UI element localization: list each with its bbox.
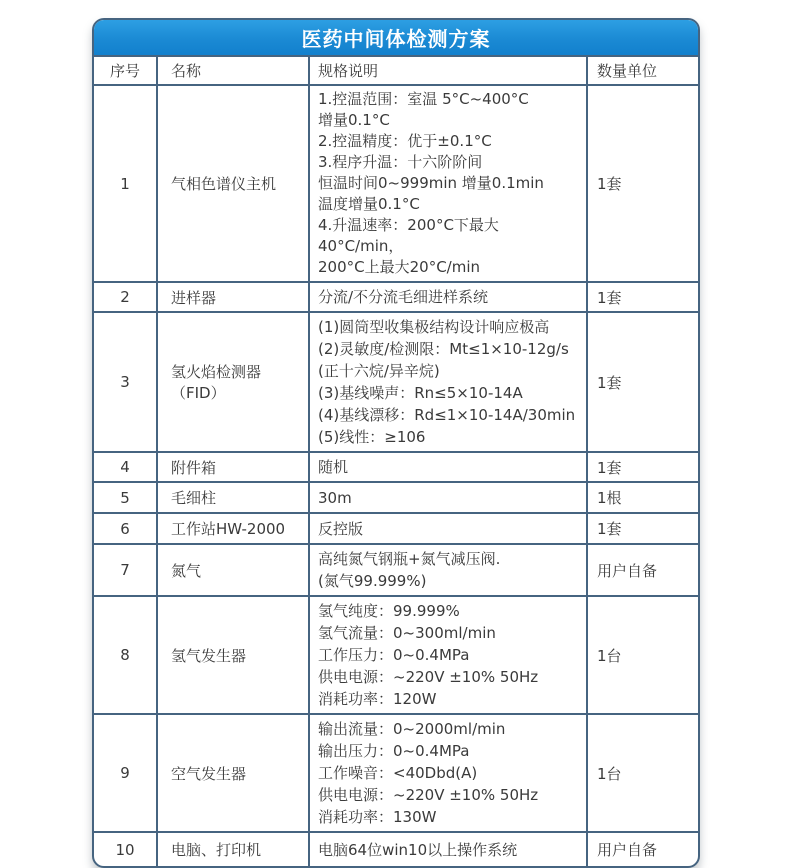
item-spec [310, 715, 588, 833]
spec-line: 分流/不分流毛细进样系统 [318, 288, 489, 306]
table-row [94, 86, 698, 283]
header-qty: 数量单位 [588, 57, 698, 86]
title-bar [94, 20, 698, 57]
item-spec [310, 597, 588, 715]
spec-line: 1.控温范围：室温 5°C~400°C [318, 90, 529, 108]
spec-line: 恒温时间0~999min 增量0.1min [318, 174, 544, 192]
item-name: 氮气 [158, 545, 310, 597]
item-quantity: 1套 [588, 453, 698, 483]
spec-line: 3.程序升温：十六阶阶间 [318, 153, 483, 171]
spec-line: 200°C上最大20°C/min [318, 258, 481, 276]
table-row [94, 514, 698, 545]
row-number: 10 [94, 833, 158, 866]
row-number: 3 [94, 313, 158, 453]
item-name: 工作站HW-2000 [158, 514, 310, 545]
table-row [94, 545, 698, 597]
table-row [94, 833, 698, 866]
spec-line: 随机 [318, 458, 349, 476]
spec-line: 输出流量：0~2000ml/min [318, 720, 506, 738]
item-quantity: 1套 [588, 283, 698, 313]
header-no: 序号 [94, 57, 158, 86]
spec-line: 消耗功率：130W [318, 808, 437, 826]
item-quantity: 1台 [588, 715, 698, 833]
item-quantity: 用户自备 [588, 545, 698, 597]
spec-line: 4.升温速率：200°C下最大40°C/min， [318, 216, 499, 255]
row-number: 9 [94, 715, 158, 833]
spec-line: 氢气纯度：99.999% [318, 602, 460, 620]
row-number: 5 [94, 483, 158, 514]
item-spec [310, 514, 588, 545]
item-name: 氢气发生器 [158, 597, 310, 715]
spec-line: 消耗功率：120W [318, 690, 437, 708]
spec-line: 输出压力：0~0.4MPa [318, 742, 470, 760]
item-quantity: 1根 [588, 483, 698, 514]
detection-plan-card [92, 18, 700, 868]
row-number: 6 [94, 514, 158, 545]
spec-table [94, 57, 698, 866]
item-name: 气相色谱仪主机 [158, 86, 310, 283]
table-row [94, 313, 698, 453]
header-spec: 规格说明 [310, 57, 588, 86]
spec-line: (1)圆筒型收集极结构设计响应极高 [318, 318, 550, 336]
spec-line: 工作噪音：<40Dbd(A) [318, 764, 478, 782]
spec-line: 2.控温精度：优于±0.1°C [318, 132, 492, 150]
spec-line: 氢气流量：0~300ml/min [318, 624, 496, 642]
spec-line: 30m [318, 488, 352, 507]
item-name: 空气发生器 [158, 715, 310, 833]
item-spec [310, 283, 588, 313]
item-spec [310, 313, 588, 453]
header-name: 名称 [158, 57, 310, 86]
spec-line: 增量0.1°C [318, 111, 390, 129]
spec-line: 工作压力：0~0.4MPa [318, 646, 470, 664]
row-number: 8 [94, 597, 158, 715]
row-number: 1 [94, 86, 158, 283]
row-number: 2 [94, 283, 158, 313]
item-quantity: 1套 [588, 313, 698, 453]
item-name: 进样器 [158, 283, 310, 313]
item-spec [310, 545, 588, 597]
item-spec [310, 453, 588, 483]
item-spec [310, 483, 588, 514]
spec-line: 高纯氮气钢瓶+氮气减压阀. [318, 550, 501, 568]
item-name: 电脑、打印机 [158, 833, 310, 866]
item-name: 毛细柱 [158, 483, 310, 514]
item-name: 附件箱 [158, 453, 310, 483]
item-quantity: 用户自备 [597, 841, 658, 859]
item-quantity: 1台 [588, 597, 698, 715]
table-row [94, 597, 698, 715]
row-number: 7 [94, 545, 158, 597]
spec-line: (正十六烷/异辛烷) [318, 362, 440, 380]
header-row [94, 57, 698, 86]
spec-line: 供电电源：~220V ±10% 50Hz [318, 668, 539, 686]
spec-line: (3)基线噪声：Rn≤5×10-14A [318, 384, 523, 402]
spec-line: (5)线性：≥106 [318, 428, 426, 446]
spec-line: (4)基线漂移：Rd≤1×10-14A/30min [318, 406, 576, 424]
spec-line: (2)灵敏度/检测限：Mt≤1×10-12g/s [318, 340, 569, 358]
spec-line: 温度增量0.1°C [318, 195, 420, 213]
page-title: 医药中间体检测方案 [301, 27, 491, 51]
spec-line: (氮气99.999%) [318, 572, 427, 590]
item-quantity: 1套 [588, 86, 698, 283]
item-name: 氢火焰检测器（FID） [158, 313, 310, 453]
table-row [94, 483, 698, 514]
spec-line: 反控版 [318, 519, 364, 538]
item-spec [310, 833, 588, 866]
table-row [94, 715, 698, 833]
spec-line: 供电电源：~220V ±10% 50Hz [318, 786, 539, 804]
table-body [94, 86, 698, 866]
table-row [94, 453, 698, 483]
item-spec [310, 86, 588, 283]
item-quantity: 1套 [588, 514, 698, 545]
spec-line: 电脑64位win10以上操作系统 [318, 840, 518, 859]
table-row [94, 283, 698, 313]
row-number: 4 [94, 453, 158, 483]
